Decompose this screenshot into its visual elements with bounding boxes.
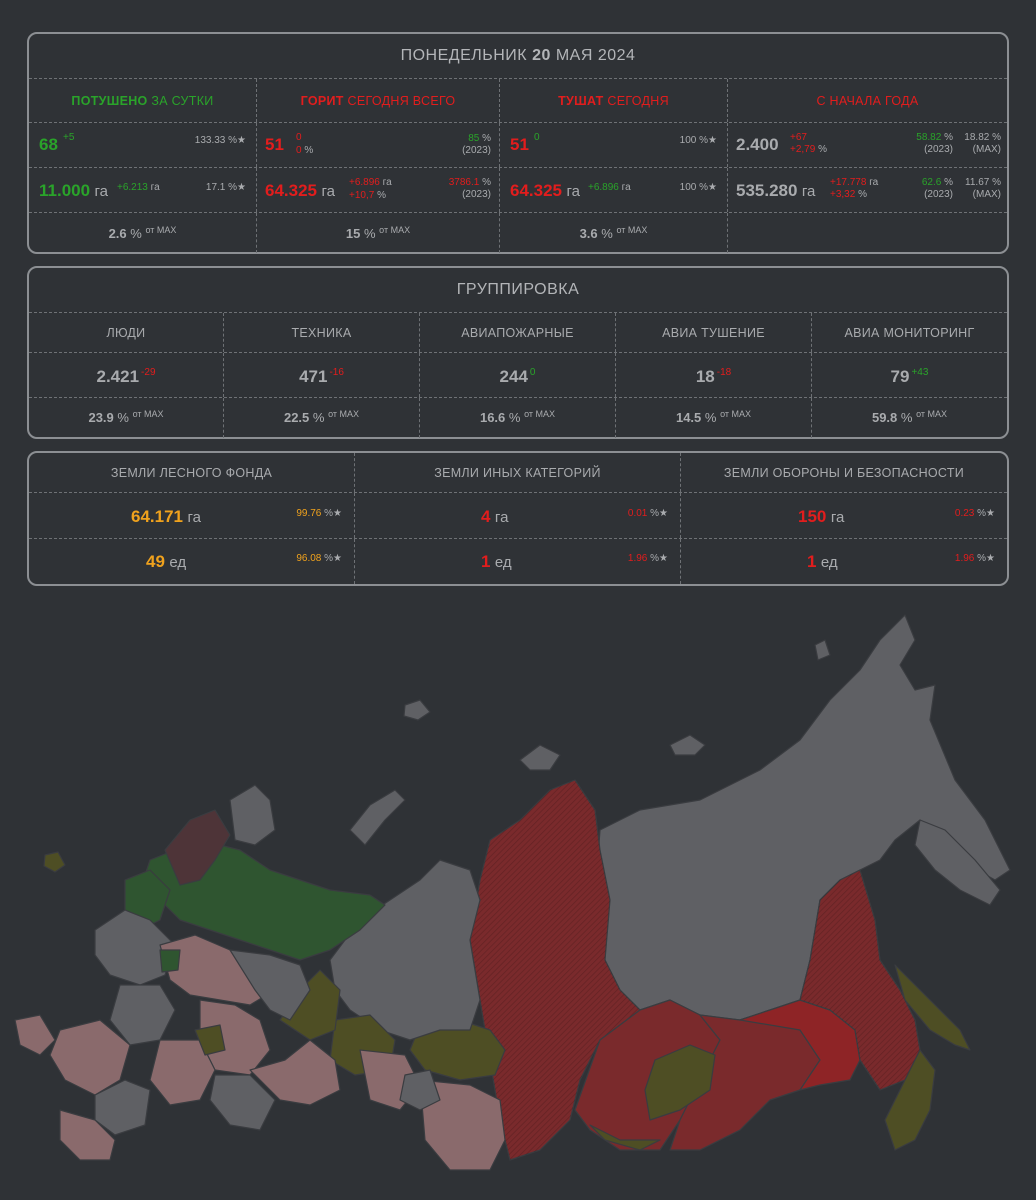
extinguished-count-cell <box>29 123 257 167</box>
date-title <box>29 34 1007 79</box>
region-chukotka-tip[interactable] <box>815 640 830 660</box>
burning-count-cell: 51 0 0 % 85 % (2023) <box>257 123 500 167</box>
extinguished-area: 11.000 <box>39 181 91 200</box>
region-yamal[interactable] <box>330 860 480 1040</box>
burning-area: 64.325 <box>265 181 317 200</box>
year-from-max-empty <box>728 213 1007 253</box>
region-far-east[interactable] <box>595 615 1010 1020</box>
group-header-row <box>29 313 1007 353</box>
fighting-count-cell: 51 0 100 %★ <box>500 123 728 167</box>
group-label-people: ЛЮДИ <box>29 313 224 352</box>
region-novaya-zemlya[interactable] <box>350 790 405 845</box>
year-count: 2.400 <box>736 135 779 154</box>
extinguished-from-max: 2.6 % $^{от MAX}$ <box>29 213 257 253</box>
group-pct-air-firefighters: 16.6 % $^{от MAX}$ <box>420 398 616 438</box>
burning-count-delta: 0 <box>296 132 302 143</box>
region-west[interactable] <box>15 1015 55 1055</box>
extinguished-count-delta: +5 <box>63 132 75 143</box>
group-label-vehicles: ТЕХНИКА <box>224 313 420 352</box>
lands-header-defense: ЗЕМЛИ ОБОРОНЫ И БЕЗОПАСНОСТИ <box>723 465 965 480</box>
lands-other-units: 1 ед 1.96 %★ <box>355 539 681 584</box>
group-title: ГРУППИРОВКА <box>29 268 1007 313</box>
fighting-area-cell: 64.325 га +6.896 га 100 %★ <box>500 168 728 212</box>
header-fighting: ТУШАТ СЕГОДНЯ <box>500 79 728 122</box>
year-area-cell: 535.280 га +17.778 га +3,32 % 62.6 % (2023) 11.67 % (MAX) <box>736 177 1001 200</box>
header-burning: ГОРИТ СЕГОДНЯ ВСЕГО <box>257 79 500 122</box>
fighting-from-max: 3.6 % $^{от MAX}$ <box>500 213 728 253</box>
lands-defense-area: 150 га 0.23 %★ <box>798 507 995 526</box>
group-label-air-monitoring: АВИА МОНИТОРИНГ <box>844 325 975 340</box>
region-franz-josef[interactable] <box>404 700 430 720</box>
lands-header-forest: ЗЕМЛИ ЛЕСНОГО ФОНДА <box>29 453 355 492</box>
burning-area-cell: 64.325 га +6.896 га +10,7 % 3786.1 % (2023) <box>257 168 500 212</box>
extinguished-count: 68 <box>39 135 58 154</box>
weekday: ПОНЕДЕЛЬНИК <box>400 47 528 64</box>
group-pct-air-monitoring: 59.8 % $^{от MAX}$ <box>871 409 948 425</box>
lands-header-row <box>29 453 1007 493</box>
group-pct-vehicles: 22.5 % $^{от MAX}$ <box>224 398 420 438</box>
fighting-count: 51 <box>510 135 529 154</box>
extinguished-count-pct: 133.33 %★ <box>194 135 246 146</box>
lands-forest-area: 64.171 га 99.76 %★ <box>29 493 355 538</box>
group-value-air-extinguishing: 18 $^{-18}$ <box>616 353 812 397</box>
lands-defense-units: 1 ед 1.96 %★ <box>807 552 995 571</box>
group-pct-row <box>29 398 1007 438</box>
lands-panel <box>27 451 1009 586</box>
group-value-people: 2.421 $^{-29}$ <box>29 353 224 397</box>
group-value-vehicles: 471 $^{-16}$ <box>224 353 420 397</box>
group-label-air-extinguishing: АВИА ТУШЕНИЕ <box>616 313 812 352</box>
month-year: МАЯ 2024 <box>555 47 636 64</box>
group-pct-air-extinguishing: 14.5 % $^{от MAX}$ <box>616 398 812 438</box>
burning-from-max: 15 % $^{от MAX}$ <box>257 213 500 253</box>
lands-area-row <box>29 493 1007 539</box>
group-label-air-firefighters: АВИАПОЖАРНЫЕ <box>420 313 616 352</box>
extinguished-area-cell: 11.000 га +6.213 га 17.1 %★ <box>29 168 257 212</box>
russia-regions-map <box>0 600 1036 1200</box>
region-murmansk[interactable] <box>230 785 275 845</box>
lands-forest-units: 49 ед 96.08 %★ <box>29 539 355 584</box>
burning-count: 51 <box>265 135 284 154</box>
header-extinguished: ПОТУШЕНО ЗА СУТКИ <box>29 79 257 122</box>
lands-header-other: ЗЕМЛИ ИНЫХ КАТЕГОРИЙ <box>355 453 681 492</box>
region-kaliningrad[interactable] <box>44 852 65 872</box>
group-value-row <box>29 353 1007 398</box>
lands-other-area: 4 га 0.01 %★ <box>355 493 681 538</box>
day: 20 <box>532 47 551 64</box>
group-panel <box>27 266 1009 439</box>
fighting-area: 64.325 <box>510 181 562 200</box>
region-novosibirsk-islands[interactable] <box>670 735 705 755</box>
group-value-air-firefighters: 244 $^0$ <box>420 353 616 397</box>
header-year: С НАЧАЛА ГОДА <box>816 93 919 108</box>
year-count-cell: 2.400 +67 +2,79 % 58.82 % (2023) 18.82 % (MAX) <box>736 132 1001 155</box>
daily-summary-panel <box>27 32 1009 254</box>
year-area: 535.280 <box>736 181 798 200</box>
group-value-air-monitoring: 79 $^{+43}$ <box>890 367 929 386</box>
lands-units-row <box>29 539 1007 584</box>
group-pct-people: 23.9 % $^{от MAX}$ <box>29 398 224 438</box>
region-taimyr-islands[interactable] <box>520 745 560 770</box>
region-central-green[interactable] <box>160 950 180 972</box>
